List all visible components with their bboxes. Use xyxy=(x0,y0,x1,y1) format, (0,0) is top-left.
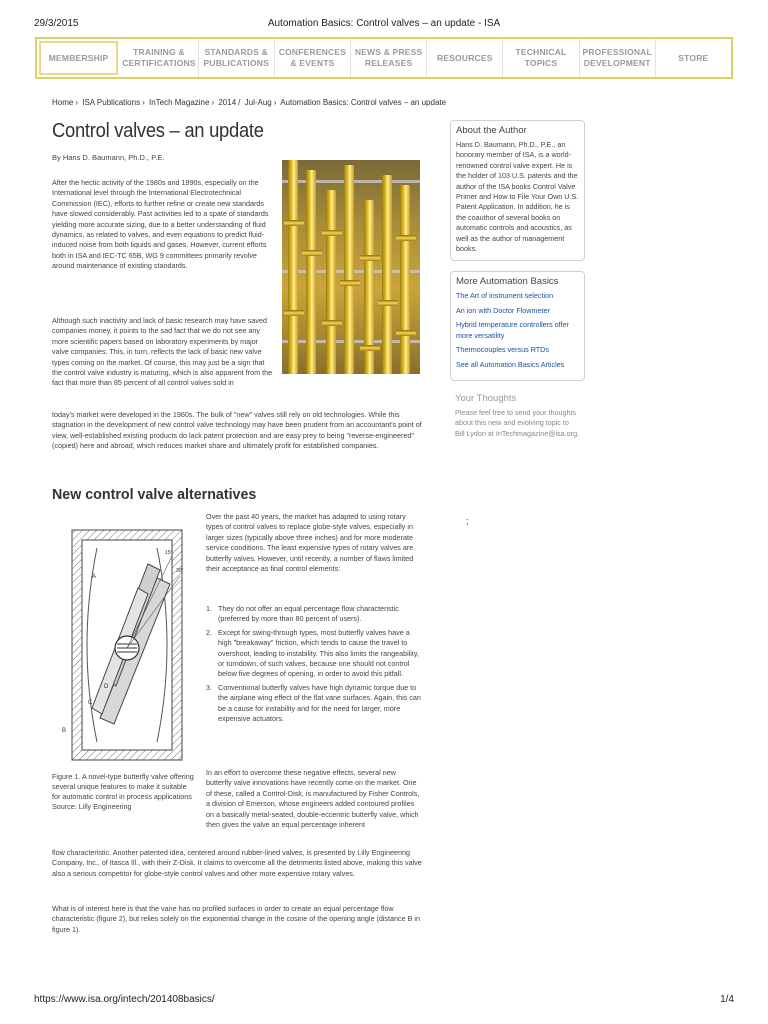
print-url: https://www.isa.org/intech/201408basics/ xyxy=(34,994,215,1005)
paragraph-innovations: In an effort to overcome these negative effects, several new butterfly valve innovations have recently come on the market. One of these, called a Control-Disk, is manufactured by Fisher Controls, a division of Emerson, whose engineers added contoured profiles on a basically metal-seated, double-eccentric butterfly valve, which then gives the valve an equal percentage inherent xyxy=(206,768,420,830)
figure-1-caption: Figure 1. A novel-type butterfly valve offering several unique features to make it suitable for automatic control in process applications Source: Lilly Engineering xyxy=(52,772,194,811)
nav-technical-topics[interactable]: TECHNICAL TOPICS xyxy=(503,39,579,77)
breadcrumb-intech[interactable]: InTech Magazine xyxy=(148,98,210,107)
paragraph-inactivity-cont: today's market were developed in the 1960s. The bulk of "new" valves still rely on old technologies. While this stagnation in the development of new control valve technology may have been prudent from an accountant's point of view, well-established existing products do lack patent protection and are easy prey to being "reverse-engineered" (copied) here and abroad, which reduces market share and ultimately profit for established companies. xyxy=(52,410,422,451)
flaws-list xyxy=(206,604,422,727)
print-header xyxy=(0,0,768,30)
nav-membership[interactable]: MEMBERSHIP xyxy=(39,41,118,75)
paragraph-inactivity: Although such inactivity and lack of basic research may have saved companies money, it points to the sad fact that we do not see any more scientific papers based on laboratory experiments by major valve companies. This, in turn, reflects the lack of basic new valve types coming on the market. Of course, this may just be a sign that the control valve industry is maturing, which is also apparent from the fact that more than 85 percent of all control valves sold in xyxy=(52,316,273,388)
article-byline: By Hans D. Baumann, Ph.D., P.E. xyxy=(52,153,165,162)
nav-training[interactable]: TRAINING & CERTIFICATIONS xyxy=(120,39,198,77)
breadcrumb: Home › ISA Publications › InTech Magazine › 2014 / Jul-Aug › Automation Basics: Control valves – an update xyxy=(52,98,447,107)
breadcrumb-current: Automation Basics: Control valves – an update xyxy=(280,98,447,107)
link-doctor-flowmeter[interactable]: An ion with Doctor Flowmeter xyxy=(456,305,550,315)
nav-conferences[interactable]: CONFERENCES & EVENTS xyxy=(275,39,351,77)
breadcrumb-year[interactable]: 2014 xyxy=(218,98,237,107)
nav-news[interactable]: NEWS & PRESS RELEASES xyxy=(351,39,427,77)
list-item: 2. Except for swing-through types, most butterfly valves have a high "breakaway" friction, which tends to cause the travel to overshoot, leading to instability. This also limits the rangeability, or turndown, of such valves, because one should not control below five degrees of opening, in order to avoid this pitfall. xyxy=(206,627,419,679)
butterfly-valve-diagram xyxy=(52,518,202,764)
print-date: 29/3/2015 xyxy=(34,18,79,29)
valves-photo xyxy=(282,160,420,374)
article-title: Control valves – an update xyxy=(52,120,264,142)
about-author-title: About the Author xyxy=(456,125,527,136)
nav-professional-development[interactable]: PROFESSIONAL DEVELOPMENT xyxy=(580,39,656,77)
nav-store[interactable]: STORE xyxy=(678,52,709,63)
link-hybrid-temperature[interactable]: Hybrid temperature controllers offer more versatility xyxy=(456,320,569,340)
your-thoughts-title: Your Thoughts xyxy=(455,392,517,404)
list-item: 3. Conventional butterfly valves have high dynamic torque due to the airplane wing effect of the flat vane surfaces. Again, this can be a cause for instability and for the need for larger, more expensive actuators. xyxy=(206,682,421,724)
print-title: Automation Basics: Control valves – an update - ISA xyxy=(267,18,501,29)
print-page-number: 1/4 xyxy=(720,994,734,1005)
section-heading: New control valve alternatives xyxy=(52,486,257,503)
list-item: 1. They do not offer an equal percentage flow characteristic (preferred by more than 80 percent of users). xyxy=(206,604,399,624)
link-instrument-selection[interactable]: The Art of instrument selection xyxy=(456,291,554,301)
link-see-all-articles[interactable]: See all Automation Basics Articles xyxy=(456,359,565,369)
figure-label-c: C xyxy=(88,700,93,706)
sidebar xyxy=(450,120,585,439)
paragraph-innovations-cont: flow characteristic. Another patented idea, centered around rubber-lined valves, is presented by Lilly Engineering Company, Inc., of Itasca Ill., with their Z-Disk. It claims to overcome all the detriments listed above, making this valve also a serious competitor for globe-style control valves and other more expensive rotary valves. xyxy=(52,848,422,878)
more-automation-basics-box xyxy=(450,271,585,380)
about-author-text: Hans D. Baumann, Ph.D., P.E., an honorary member of ISA, is a world-renowned control valve expert. He is the holder of 103 U.S. patents and the author of the ISA books Control Valve Primer and How to File Your Own U.S. Patent Application. In addition, he is the coauthor of several books on automatic controls and acoustics, as well as the author of management books. xyxy=(456,140,579,254)
figure-label-15deg: 15° xyxy=(165,550,173,556)
link-thermocouples-rtds[interactable]: Thermocouples versus RTDs xyxy=(456,345,549,355)
more-automation-basics-title: More Automation Basics xyxy=(456,276,559,288)
article xyxy=(52,120,422,934)
paragraph-vane: What is of interest here is that the vane has no profiled surfaces in order to create an equal percentage flow characteristic (figure 2), but relies solely on the exponential change in the cosine of the opening angle (distance B in figure 1). xyxy=(52,904,420,934)
figure-label-d: D xyxy=(104,684,109,690)
nav-resources[interactable]: RESOURCES xyxy=(427,39,503,77)
about-author-box xyxy=(450,120,585,261)
figure-label-b: B xyxy=(62,728,67,734)
paragraph-rotary: Over the past 40 years, the market has adapted to using rotary types of control valves to replace globe-style valves, especially in larger sizes (typically above three inches) and for more moderate service conditions. The least expensive types of rotary valves are butterfly valves. However, until recently, a number of flaws limited their acceptance as final control elements: xyxy=(206,512,414,574)
stray-semicolon: ; xyxy=(466,516,469,526)
figure-label-30deg: 30° xyxy=(176,568,184,574)
nav-standards[interactable]: STANDARDS & PUBLICATIONS xyxy=(199,39,275,77)
breadcrumb-isa-publications[interactable]: ISA Publications xyxy=(82,98,141,107)
figure-label-a: A xyxy=(92,574,97,580)
main-nav xyxy=(35,37,733,79)
breadcrumb-issue[interactable]: Jul-Aug xyxy=(244,98,272,107)
your-thoughts-text: Please feel free to send your thoughts about this new and evolving topic to Bill Lydon at InTechmagazine@isa.org. xyxy=(455,407,580,438)
figure-1-butterfly-valve xyxy=(52,518,202,764)
paragraph-intro: After the hectic activity of the 1980s and 1990s, especially on the International level through the International Electrotechnical Commission (IEC), efforts to further refine or create new standards have slowed considerably. Past activities led to a spate of standards yielding more accurate sizing, due to a better understanding of fluid dynamics, as related to valves, and even equations to predict fluid-induced noise from both liquids and gases. However, current efforts both in ISA and IEC-TC 65B, WG 9 committees primarily revolve around maintenance of existing standards. xyxy=(52,178,269,271)
your-thoughts-section xyxy=(450,393,585,439)
breadcrumb-home[interactable]: Home xyxy=(52,98,74,107)
